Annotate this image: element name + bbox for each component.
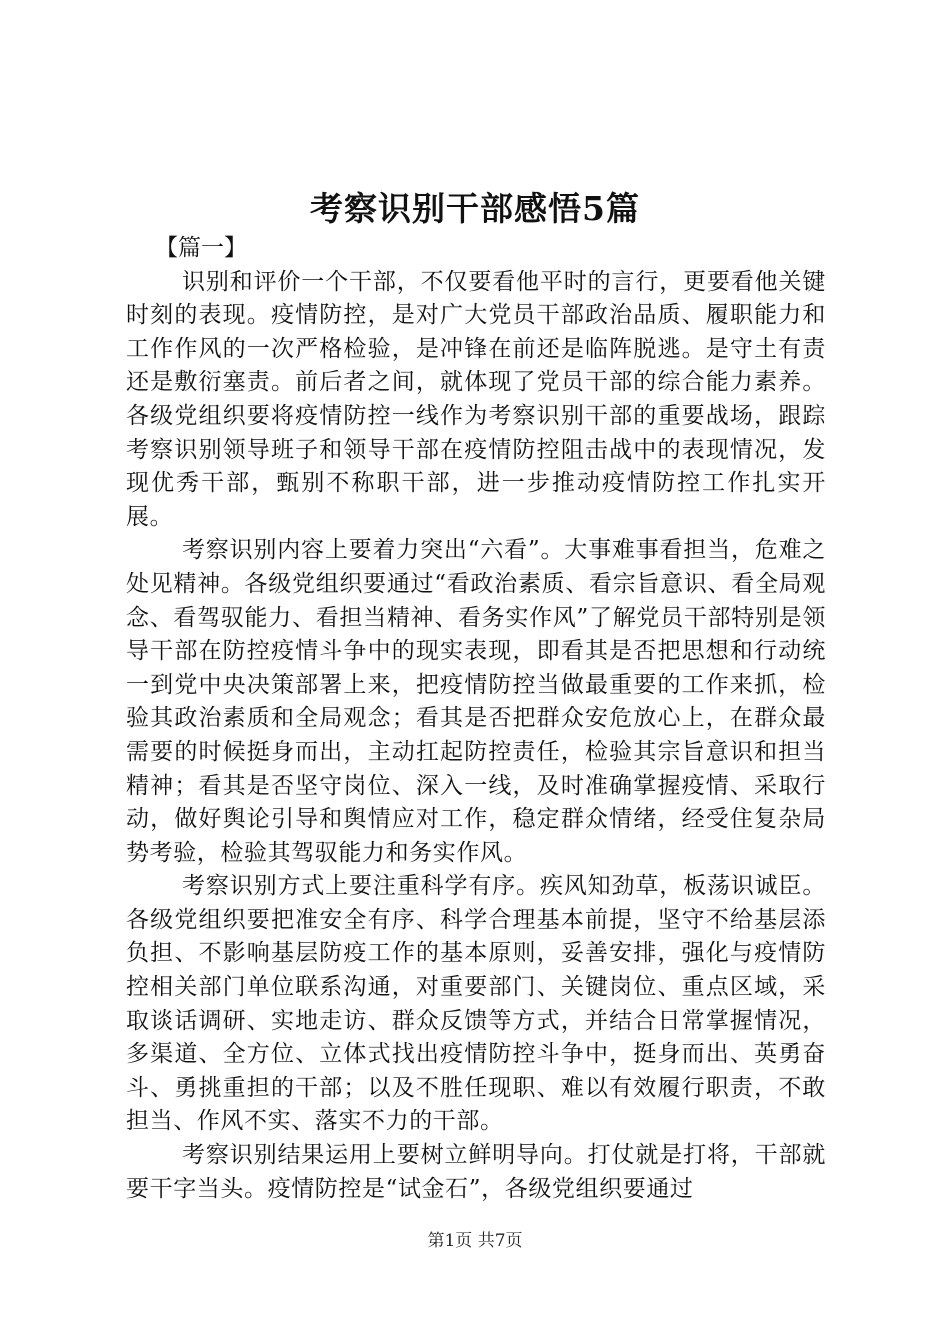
- paragraph-2: 考察识别内容上要着力突出“六看”。大事难事看担当，危难之处见精神。各级党组织要通过“看政治素质、看宗旨意识、看全局观念、看驾驭能力、看担当精神、看务实作风”了解党员干部特别是领导干部在防控疫情斗争中的现实表现，即看其是否把思想和行动统一到党中央决策部署上来，把疫情防控当做最重要的工作来抓，检验其政治素质和全局观念；看其是否把群众安危放心上，在群众最需要的时候挺身而出，主动扛起防控责任，检验其宗旨意识和担当精神；看其是否坚守岗位、深入一线，及时准确掌握疫情、采取行动，做好舆论引导和舆情应对工作，稳定群众情绪，经受住复杂局势考验，检验其驾驭能力和务实作风。: [126, 537, 826, 866]
- document-body: [126, 232, 826, 1206]
- page-footer: 第1页 共7页: [427, 1231, 523, 1251]
- paragraph-3: 考察识别方式上要注重科学有序。疾风知劲草，板荡识诚臣。各级党组织要把准安全有序、科学合理基本前提，坚守不给基层添负担、不影响基层防疫工作的基本原则，妥善安排，强化与疫情防控相关部门单位联系沟通，对重要部门、关键岗位、重点区域，采取谈话调研、实地走访、群众反馈等方式，并结合日常掌握情况，多渠道、全方位、立体式找出疫情防控斗争中，挺身而出、英勇奋斗、勇挑重担的干部；以及不胜任现职、难以有效履行职责，不敢担当、作风不实、落实不力的干部。: [126, 873, 826, 1135]
- document-title: 考察识别干部感悟5篇: [310, 189, 640, 228]
- section-label: 【篇一】: [155, 235, 247, 261]
- paragraph-4: 考察识别结果运用上要树立鲜明导向。打仗就是打将，干部就要干字当头。疫情防控是“试金石”，各级党组织要通过: [126, 1142, 826, 1202]
- paragraph-1: 识别和评价一个干部，不仅要看他平时的言行，更要看他关键时刻的表现。疫情防控，是对广大党员干部政治品质、履职能力和工作作风的一次严格检验，是冲锋在前还是临阵脱逃。是守土有责还是敷衍塞责。前后者之间，就体现了党员干部的综合能力素养。各级党组织要将疫情防控一线作为考察识别干部的重要战场，跟踪考察识别领导班子和领导干部在疫情防控阻击战中的表现情况，发现优秀干部，甄别不称职干部，进一步推动疫情防控工作扎实开展。: [126, 268, 826, 530]
